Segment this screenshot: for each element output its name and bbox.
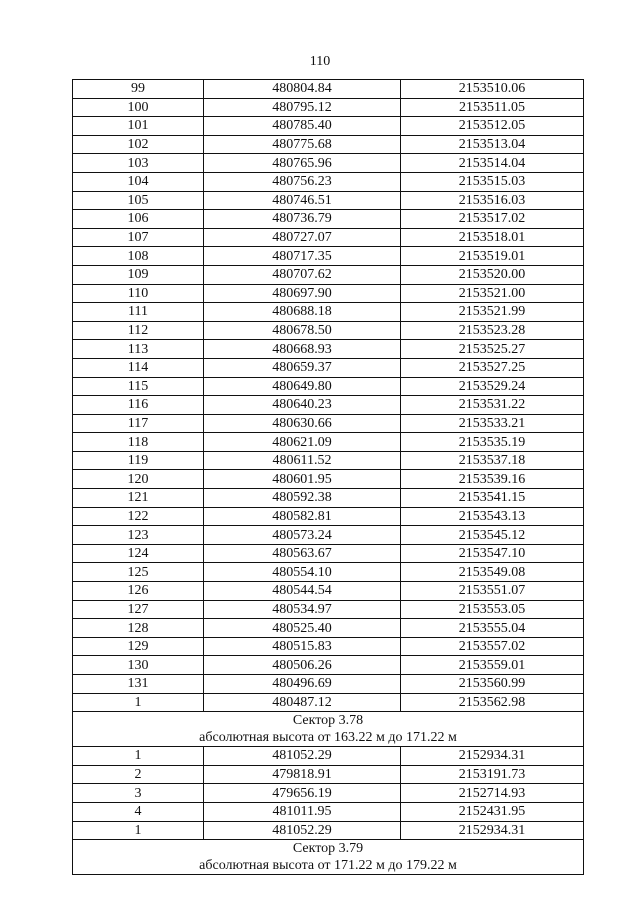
x-coordinate-cell: 480697.90 (204, 284, 401, 303)
point-number-cell: 109 (73, 265, 204, 284)
table-row (73, 172, 584, 191)
point-number-cell: 119 (73, 451, 204, 470)
sector-altitude-range: абсолютная высота от 163.22 м до 171.22 м (199, 730, 457, 746)
x-coordinate-cell: 480592.38 (204, 489, 401, 508)
sector-header (73, 712, 584, 747)
y-coordinate-cell: 2153527.25 (401, 358, 584, 377)
x-coordinate-cell: 480785.40 (204, 117, 401, 136)
y-coordinate-cell: 2153535.19 (401, 433, 584, 452)
table-row (73, 98, 584, 117)
point-number-cell: 107 (73, 228, 204, 247)
x-coordinate-cell: 480515.83 (204, 637, 401, 656)
y-coordinate-cell: 2152431.95 (401, 802, 584, 821)
y-coordinate-cell: 2153523.28 (401, 321, 584, 340)
x-coordinate-cell: 480563.67 (204, 544, 401, 563)
x-coordinate-cell: 481052.29 (204, 821, 401, 840)
y-coordinate-cell: 2153515.03 (401, 172, 584, 191)
point-number-cell: 1 (73, 821, 204, 840)
table-row (73, 451, 584, 470)
y-coordinate-cell: 2153521.99 (401, 303, 584, 322)
sector-title: Сектор 3.79 (292, 841, 364, 857)
y-coordinate-cell: 2153529.24 (401, 377, 584, 396)
y-coordinate-cell: 2153525.27 (401, 340, 584, 359)
y-coordinate-cell: 2153562.98 (401, 693, 584, 712)
y-coordinate-cell: 2153551.07 (401, 582, 584, 601)
point-number-cell: 103 (73, 154, 204, 173)
table-row (73, 563, 584, 582)
x-coordinate-cell: 480496.69 (204, 675, 401, 694)
table-row (73, 544, 584, 563)
point-number-cell: 124 (73, 544, 204, 563)
y-coordinate-cell: 2153553.05 (401, 600, 584, 619)
table-row (73, 80, 584, 99)
point-number-cell: 126 (73, 582, 204, 601)
y-coordinate-cell: 2153545.12 (401, 526, 584, 545)
y-coordinate-cell: 2153547.10 (401, 544, 584, 563)
x-coordinate-cell: 480775.68 (204, 135, 401, 154)
x-coordinate-cell: 480795.12 (204, 98, 401, 117)
point-number-cell: 1 (73, 747, 204, 766)
y-coordinate-cell: 2153191.73 (401, 765, 584, 784)
point-number-cell: 129 (73, 637, 204, 656)
x-coordinate-cell: 480640.23 (204, 396, 401, 415)
table-row (73, 821, 584, 840)
y-coordinate-cell: 2153516.03 (401, 191, 584, 210)
point-number-cell: 111 (73, 303, 204, 322)
y-coordinate-cell: 2153537.18 (401, 451, 584, 470)
x-coordinate-cell: 481011.95 (204, 802, 401, 821)
table-row (73, 675, 584, 694)
x-coordinate-cell: 480688.18 (204, 303, 401, 322)
point-number-cell: 131 (73, 675, 204, 694)
y-coordinate-cell: 2153549.08 (401, 563, 584, 582)
y-coordinate-cell: 2153519.01 (401, 247, 584, 266)
table-row (73, 470, 584, 489)
x-coordinate-cell: 481052.29 (204, 747, 401, 766)
point-number-cell: 113 (73, 340, 204, 359)
table-row (73, 802, 584, 821)
y-coordinate-cell: 2153533.21 (401, 414, 584, 433)
y-coordinate-cell: 2153513.04 (401, 135, 584, 154)
y-coordinate-cell: 2153518.01 (401, 228, 584, 247)
sector-header-row (73, 840, 584, 875)
point-number-cell: 121 (73, 489, 204, 508)
x-coordinate-cell: 480736.79 (204, 210, 401, 229)
x-coordinate-cell: 480707.62 (204, 265, 401, 284)
y-coordinate-cell: 2153511.05 (401, 98, 584, 117)
x-coordinate-cell: 480727.07 (204, 228, 401, 247)
y-coordinate-cell: 2152934.31 (401, 747, 584, 766)
y-coordinate-cell: 2152934.31 (401, 821, 584, 840)
x-coordinate-cell: 480611.52 (204, 451, 401, 470)
table-row (73, 340, 584, 359)
y-coordinate-cell: 2153543.13 (401, 507, 584, 526)
table-row (73, 117, 584, 136)
x-coordinate-cell: 480506.26 (204, 656, 401, 675)
sector-altitude-range: абсолютная высота от 171.22 м до 179.22 м (199, 858, 457, 874)
point-number-cell: 106 (73, 210, 204, 229)
x-coordinate-cell: 480544.54 (204, 582, 401, 601)
x-coordinate-cell: 480525.40 (204, 619, 401, 638)
table-row (73, 765, 584, 784)
x-coordinate-cell: 480554.10 (204, 563, 401, 582)
page-number: 110 (309, 54, 331, 69)
point-number-cell: 118 (73, 433, 204, 452)
coordinates-table-body (73, 80, 584, 875)
x-coordinate-cell: 480804.84 (204, 80, 401, 99)
sector-header (73, 840, 584, 875)
y-coordinate-cell: 2153559.01 (401, 656, 584, 675)
table-row (73, 377, 584, 396)
table-row (73, 507, 584, 526)
point-number-cell: 1 (73, 693, 204, 712)
point-number-cell: 115 (73, 377, 204, 396)
table-row (73, 358, 584, 377)
point-number-cell: 123 (73, 526, 204, 545)
x-coordinate-cell: 480668.93 (204, 340, 401, 359)
x-coordinate-cell: 479818.91 (204, 765, 401, 784)
table-row (73, 619, 584, 638)
table-row (73, 433, 584, 452)
x-coordinate-cell: 480487.12 (204, 693, 401, 712)
table-row (73, 414, 584, 433)
x-coordinate-cell: 480659.37 (204, 358, 401, 377)
table-row (73, 582, 584, 601)
y-coordinate-cell: 2153541.15 (401, 489, 584, 508)
table-row (73, 656, 584, 675)
point-number-cell: 100 (73, 98, 204, 117)
coordinates-table (72, 79, 584, 875)
y-coordinate-cell: 2152714.93 (401, 784, 584, 803)
point-number-cell: 114 (73, 358, 204, 377)
table-row (73, 600, 584, 619)
y-coordinate-cell: 2153539.16 (401, 470, 584, 489)
point-number-cell: 3 (73, 784, 204, 803)
point-number-cell: 99 (73, 80, 204, 99)
table-row (73, 303, 584, 322)
x-coordinate-cell: 480630.66 (204, 414, 401, 433)
y-coordinate-cell: 2153555.04 (401, 619, 584, 638)
y-coordinate-cell: 2153512.05 (401, 117, 584, 136)
x-coordinate-cell: 480717.35 (204, 247, 401, 266)
point-number-cell: 112 (73, 321, 204, 340)
sector-header-row (73, 712, 584, 747)
table-row (73, 210, 584, 229)
y-coordinate-cell: 2153520.00 (401, 265, 584, 284)
table-row (73, 321, 584, 340)
x-coordinate-cell: 480621.09 (204, 433, 401, 452)
point-number-cell: 120 (73, 470, 204, 489)
x-coordinate-cell: 479656.19 (204, 784, 401, 803)
table-row (73, 526, 584, 545)
y-coordinate-cell: 2153531.22 (401, 396, 584, 415)
point-number-cell: 122 (73, 507, 204, 526)
table-row (73, 693, 584, 712)
y-coordinate-cell: 2153510.06 (401, 80, 584, 99)
x-coordinate-cell: 480649.80 (204, 377, 401, 396)
table-row (73, 284, 584, 303)
point-number-cell: 4 (73, 802, 204, 821)
point-number-cell: 117 (73, 414, 204, 433)
x-coordinate-cell: 480601.95 (204, 470, 401, 489)
table-row (73, 191, 584, 210)
point-number-cell: 110 (73, 284, 204, 303)
x-coordinate-cell: 480582.81 (204, 507, 401, 526)
table-row (73, 747, 584, 766)
table-row (73, 489, 584, 508)
point-number-cell: 108 (73, 247, 204, 266)
point-number-cell: 104 (73, 172, 204, 191)
table-row (73, 228, 584, 247)
table-row (73, 247, 584, 266)
point-number-cell: 116 (73, 396, 204, 415)
point-number-cell: 125 (73, 563, 204, 582)
x-coordinate-cell: 480756.23 (204, 172, 401, 191)
y-coordinate-cell: 2153514.04 (401, 154, 584, 173)
table-row (73, 396, 584, 415)
x-coordinate-cell: 480573.24 (204, 526, 401, 545)
point-number-cell: 101 (73, 117, 204, 136)
y-coordinate-cell: 2153557.02 (401, 637, 584, 656)
table-row (73, 784, 584, 803)
table-row (73, 265, 584, 284)
table-row (73, 637, 584, 656)
y-coordinate-cell: 2153560.99 (401, 675, 584, 694)
point-number-cell: 128 (73, 619, 204, 638)
point-number-cell: 127 (73, 600, 204, 619)
point-number-cell: 130 (73, 656, 204, 675)
x-coordinate-cell: 480765.96 (204, 154, 401, 173)
x-coordinate-cell: 480746.51 (204, 191, 401, 210)
y-coordinate-cell: 2153517.02 (401, 210, 584, 229)
point-number-cell: 105 (73, 191, 204, 210)
y-coordinate-cell: 2153521.00 (401, 284, 584, 303)
x-coordinate-cell: 480678.50 (204, 321, 401, 340)
point-number-cell: 102 (73, 135, 204, 154)
table-row (73, 135, 584, 154)
x-coordinate-cell: 480534.97 (204, 600, 401, 619)
table-row (73, 154, 584, 173)
sector-title: Сектор 3.78 (292, 713, 364, 729)
point-number-cell: 2 (73, 765, 204, 784)
